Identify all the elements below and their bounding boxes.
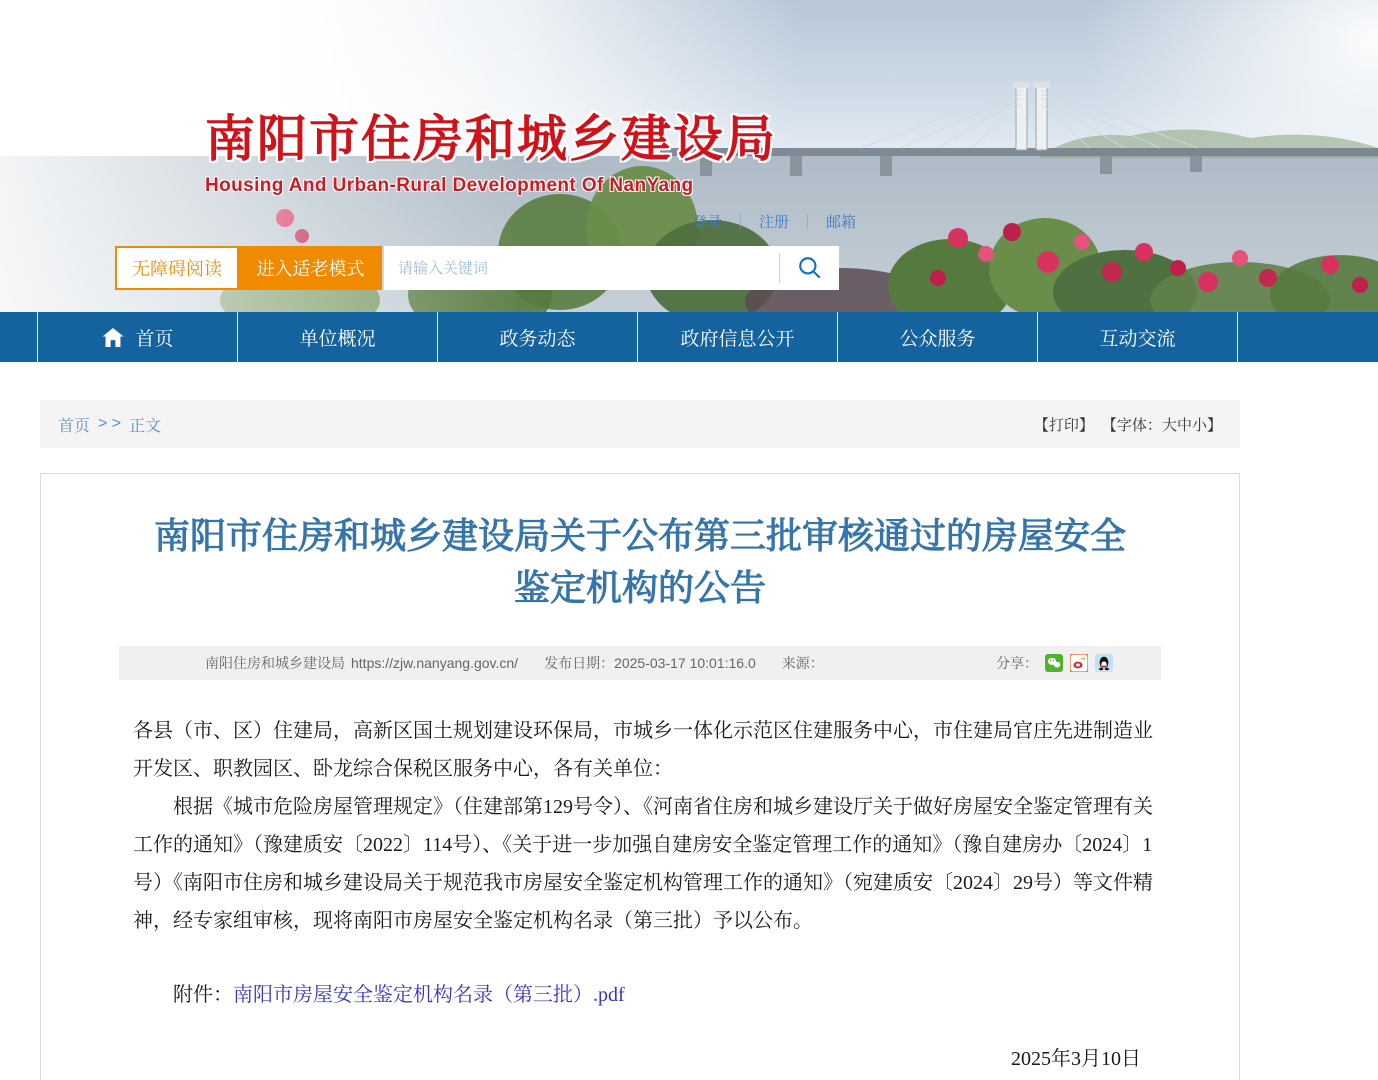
header-controls	[115, 246, 839, 290]
share-group	[996, 653, 1113, 673]
font-size-label-end: 】	[1206, 416, 1222, 434]
nav-item-interaction[interactable]	[1038, 312, 1238, 362]
search-box	[384, 246, 839, 290]
register-link[interactable]: 注册	[759, 214, 790, 231]
main-nav	[0, 312, 1378, 362]
nav-item-label: 政务动态	[499, 328, 576, 350]
article-paragraph: 根据《城市危险房屋管理规定》（住建部第129号令）、《河南省住房和城乡建设厅关于做好房屋安全鉴定管理有关工作的通知》（豫建质安〔2022〕114号）、《关于进一步加强自建房安全鉴定管理工作的通知》（豫自建房办〔2024〕1号）《南阳市住房和城乡建设局关于规范我市房屋安全鉴定机构管理工作的通知》（宛建质安〔2024〕29号）等文件精神，经专家组审核，现将南阳市房屋安全鉴定机构名录（第三批）予以公布。	[133, 796, 1153, 932]
nav-spacer	[1238, 312, 1378, 362]
attachment-pdf-link[interactable]: 南阳市房屋安全鉴定机构名录（第三批）.pdf	[233, 984, 625, 1006]
article-paragraph: 各县（市、区）住建局，高新区国土规划建设环保局，市城乡一体化示范区住建服务中心，市住建局官庄先进制造业开发区、职教园区、卧龙综合保税区服务中心，各有关单位：	[133, 720, 1153, 780]
login-row	[692, 211, 856, 232]
home-icon	[101, 327, 125, 348]
weibo-share-icon[interactable]	[1070, 654, 1088, 672]
elder-mode-button[interactable]: 进入适老模式	[239, 246, 382, 290]
nav-item-info-disclosure[interactable]	[638, 312, 838, 362]
attachment-label: 附件：	[173, 984, 233, 1006]
breadcrumb-bar	[40, 400, 1240, 448]
breadcrumb	[58, 413, 161, 436]
login-separator: ｜	[733, 214, 749, 231]
nav-item-news[interactable]	[438, 312, 638, 362]
login-link[interactable]: 登录	[692, 214, 723, 231]
font-size-label: 【字体：	[1101, 416, 1162, 434]
font-size-small-button[interactable]: 小	[1191, 416, 1207, 434]
meta-publish-label: 发布日期：	[544, 655, 615, 671]
meta-origin-label: 来源：	[781, 655, 824, 671]
meta-source-url: https://zjw.nanyang.gov.cn/	[351, 655, 519, 671]
nav-item-label: 单位概况	[299, 328, 376, 350]
accessibility-button[interactable]: 无障碍阅读	[115, 246, 239, 290]
nav-item-public-service[interactable]	[838, 312, 1038, 362]
breadcrumb-home-link[interactable]: 首页	[58, 417, 91, 435]
search-icon	[797, 255, 823, 281]
page-tools	[1034, 414, 1222, 435]
site-title: 南阳市住房和城乡建设局	[205, 111, 777, 167]
site-logo	[205, 112, 777, 197]
breadcrumb-current: 正文	[129, 417, 162, 435]
search-input[interactable]	[384, 246, 779, 290]
breadcrumb-separator: > >	[98, 415, 122, 432]
article-meta-info	[205, 653, 824, 673]
font-size-medium-button[interactable]: 中	[1176, 416, 1192, 434]
article-meta-bar	[119, 646, 1161, 680]
nav-item-label: 首页	[135, 328, 174, 350]
font-size-large-button[interactable]: 大	[1161, 416, 1177, 434]
article-body	[133, 712, 1159, 1078]
nav-item-overview[interactable]	[238, 312, 438, 362]
sign-date: 2025年3月10日	[1011, 1048, 1141, 1070]
meta-source-name: 南阳住房和城乡建设局	[205, 655, 345, 671]
login-separator: ｜	[800, 214, 816, 231]
attachment-line	[133, 976, 1159, 1014]
wechat-share-icon[interactable]	[1045, 654, 1063, 672]
nav-item-label: 公众服务	[899, 328, 976, 350]
meta-publish-datetime: 2025-03-17 10:01:16.0	[614, 655, 756, 671]
qq-share-icon[interactable]	[1095, 654, 1113, 672]
article-card	[40, 473, 1240, 1080]
font-size-control	[1102, 414, 1222, 435]
nav-item-home[interactable]	[38, 312, 238, 362]
nav-spacer	[0, 312, 38, 362]
nav-item-label: 互动交流	[1099, 328, 1176, 350]
print-button[interactable]: 【打印】	[1033, 416, 1094, 434]
article-title: 南阳市住房和城乡建设局关于公布第三批审核通过的房屋安全鉴定机构的公告	[153, 515, 1126, 608]
search-button[interactable]	[779, 253, 839, 283]
share-label: 分享：	[996, 655, 1038, 671]
site-banner	[0, 0, 1378, 312]
mailbox-link[interactable]: 邮箱	[826, 214, 857, 231]
site-subtitle: Housing And Urban-Rural Development Of NanYang	[205, 175, 694, 196]
nav-item-label: 政府信息公开	[680, 328, 795, 350]
